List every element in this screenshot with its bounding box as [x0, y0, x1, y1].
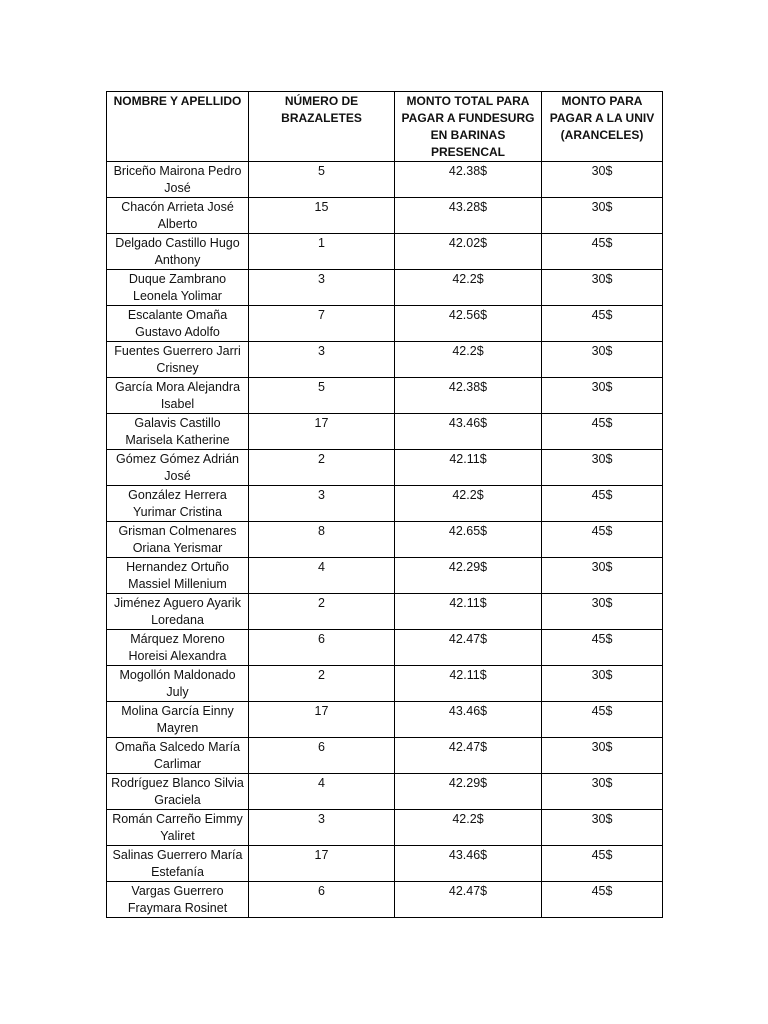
table-row	[107, 198, 663, 234]
table-row	[107, 414, 663, 450]
table-row	[107, 702, 663, 738]
table-row	[107, 522, 663, 558]
cell-bracelets: 3	[249, 486, 395, 522]
document-page	[106, 91, 662, 918]
header-bracelets: NÚMERO DE BRAZALETES	[249, 92, 395, 162]
table-row	[107, 738, 663, 774]
cell-name: Salinas Guerrero María Estefanía	[107, 846, 249, 882]
cell-total: 42.29$	[395, 558, 542, 594]
cell-bracelets: 6	[249, 630, 395, 666]
cell-bracelets: 5	[249, 378, 395, 414]
cell-name: Román Carreño Eimmy Yaliret	[107, 810, 249, 846]
cell-total: 42.11$	[395, 450, 542, 486]
cell-name: Delgado Castillo Hugo Anthony	[107, 234, 249, 270]
cell-total: 42.56$	[395, 306, 542, 342]
header-total-fundesurg: MONTO TOTAL PARA PAGAR A FUNDESURG EN BARINAS PRESENCAL	[395, 92, 542, 162]
cell-total: 42.47$	[395, 882, 542, 918]
cell-univ: 30$	[542, 594, 663, 630]
table-row	[107, 378, 663, 414]
cell-univ: 45$	[542, 306, 663, 342]
cell-name: González Herrera Yurimar Cristina	[107, 486, 249, 522]
cell-bracelets: 6	[249, 882, 395, 918]
cell-name: Hernandez Ortuño Massiel Millenium	[107, 558, 249, 594]
cell-univ: 45$	[542, 630, 663, 666]
cell-bracelets: 4	[249, 558, 395, 594]
cell-name: Molina García Einny Mayren	[107, 702, 249, 738]
table-header-row	[107, 92, 663, 162]
cell-name: Briceño Mairona Pedro José	[107, 162, 249, 198]
cell-univ: 45$	[542, 882, 663, 918]
table-body	[107, 162, 663, 918]
table-row	[107, 234, 663, 270]
table-row	[107, 558, 663, 594]
cell-bracelets: 2	[249, 666, 395, 702]
cell-univ: 30$	[542, 810, 663, 846]
cell-total: 42.65$	[395, 522, 542, 558]
cell-univ: 30$	[542, 666, 663, 702]
cell-total: 43.46$	[395, 846, 542, 882]
cell-bracelets: 17	[249, 846, 395, 882]
cell-total: 42.47$	[395, 738, 542, 774]
cell-name: Grisman Colmenares Oriana Yerismar	[107, 522, 249, 558]
cell-name: Rodríguez Blanco Silvia Graciela	[107, 774, 249, 810]
cell-name: Gómez Gómez Adrián José	[107, 450, 249, 486]
cell-bracelets: 2	[249, 594, 395, 630]
table-row	[107, 270, 663, 306]
cell-total: 42.11$	[395, 594, 542, 630]
table-row	[107, 162, 663, 198]
table-row	[107, 846, 663, 882]
table-row	[107, 810, 663, 846]
cell-name: Duque Zambrano Leonela Yolimar	[107, 270, 249, 306]
cell-bracelets: 4	[249, 774, 395, 810]
cell-univ: 30$	[542, 198, 663, 234]
cell-bracelets: 17	[249, 414, 395, 450]
table-row	[107, 306, 663, 342]
cell-univ: 30$	[542, 270, 663, 306]
header-name: NOMBRE Y APELLIDO	[107, 92, 249, 162]
payments-table	[106, 91, 663, 918]
cell-bracelets: 6	[249, 738, 395, 774]
cell-bracelets: 2	[249, 450, 395, 486]
cell-total: 42.2$	[395, 270, 542, 306]
cell-name: Vargas Guerrero Fraymara Rosinet	[107, 882, 249, 918]
cell-bracelets: 8	[249, 522, 395, 558]
cell-name: Escalante Omaña Gustavo Adolfo	[107, 306, 249, 342]
header-univ-fees: MONTO PARA PAGAR A LA UNIV (ARANCELES)	[542, 92, 663, 162]
cell-univ: 45$	[542, 234, 663, 270]
cell-total: 42.38$	[395, 378, 542, 414]
cell-name: Márquez Moreno Horeisi Alexandra	[107, 630, 249, 666]
cell-name: Galavis Castillo Marisela Katherine	[107, 414, 249, 450]
cell-name: Fuentes Guerrero Jarri Crisney	[107, 342, 249, 378]
cell-bracelets: 1	[249, 234, 395, 270]
table-row	[107, 630, 663, 666]
cell-total: 42.2$	[395, 486, 542, 522]
cell-name: Mogollón Maldonado July	[107, 666, 249, 702]
cell-bracelets: 3	[249, 342, 395, 378]
cell-total: 43.46$	[395, 414, 542, 450]
cell-total: 42.2$	[395, 810, 542, 846]
table-row	[107, 774, 663, 810]
cell-name: García Mora Alejandra Isabel	[107, 378, 249, 414]
cell-total: 42.2$	[395, 342, 542, 378]
cell-univ: 45$	[542, 414, 663, 450]
cell-bracelets: 7	[249, 306, 395, 342]
cell-univ: 30$	[542, 162, 663, 198]
cell-univ: 45$	[542, 702, 663, 738]
table-row	[107, 450, 663, 486]
cell-bracelets: 17	[249, 702, 395, 738]
cell-name: Chacón Arrieta José Alberto	[107, 198, 249, 234]
cell-total: 42.38$	[395, 162, 542, 198]
cell-univ: 45$	[542, 846, 663, 882]
cell-total: 43.46$	[395, 702, 542, 738]
cell-bracelets: 15	[249, 198, 395, 234]
cell-total: 42.29$	[395, 774, 542, 810]
cell-univ: 30$	[542, 378, 663, 414]
table-row	[107, 594, 663, 630]
cell-total: 42.47$	[395, 630, 542, 666]
cell-bracelets: 5	[249, 162, 395, 198]
cell-total: 42.11$	[395, 666, 542, 702]
cell-univ: 30$	[542, 450, 663, 486]
cell-univ: 30$	[542, 342, 663, 378]
cell-name: Omaña Salcedo María Carlimar	[107, 738, 249, 774]
table-row	[107, 882, 663, 918]
cell-univ: 45$	[542, 522, 663, 558]
cell-total: 42.02$	[395, 234, 542, 270]
table-row	[107, 486, 663, 522]
cell-univ: 30$	[542, 738, 663, 774]
cell-bracelets: 3	[249, 270, 395, 306]
cell-univ: 30$	[542, 774, 663, 810]
table-row	[107, 666, 663, 702]
cell-bracelets: 3	[249, 810, 395, 846]
cell-univ: 45$	[542, 486, 663, 522]
cell-total: 43.28$	[395, 198, 542, 234]
cell-name: Jiménez Aguero Ayarik Loredana	[107, 594, 249, 630]
table-row	[107, 342, 663, 378]
cell-univ: 30$	[542, 558, 663, 594]
